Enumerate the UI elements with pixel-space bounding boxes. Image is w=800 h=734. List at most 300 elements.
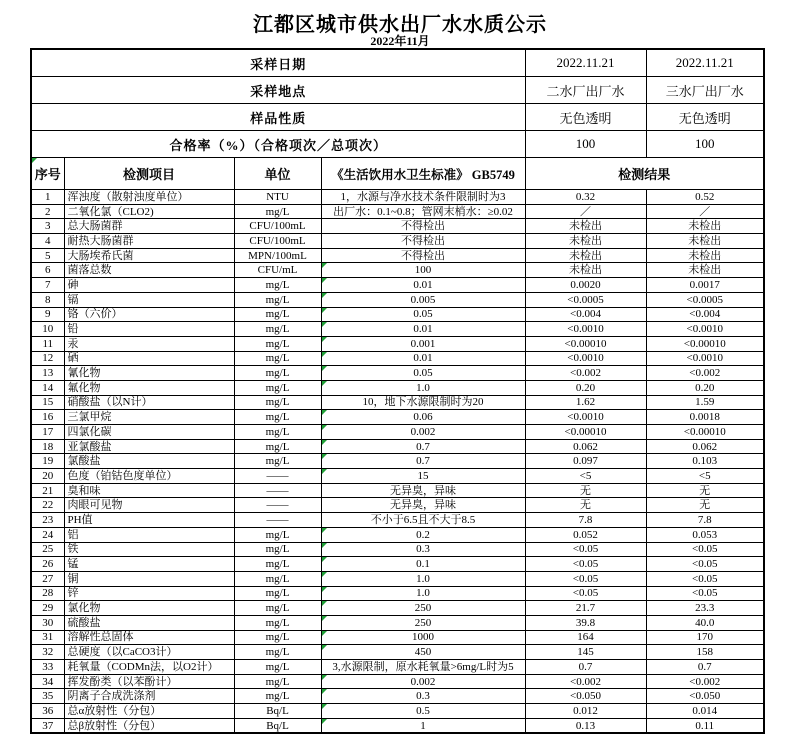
row-result-plant3-text: <0.002 [689,675,721,688]
row-no [31,586,64,601]
row-unit [234,469,321,484]
row-result-plant2-text: 无 [580,484,592,497]
row-item-text: 锌 [67,587,79,600]
row-result-plant2-text: 未检出 [569,234,603,247]
row-standard [321,336,525,351]
row-no-text: 27 [42,572,54,585]
row-unit-text: mg/L [265,396,290,409]
row-result-plant3 [646,645,764,660]
row-item [64,527,234,542]
sampling-location-label: 采样地点 [31,77,525,104]
row-standard [321,601,525,616]
row-result-plant2-text: <0.00010 [564,425,607,438]
row-standard-text: 1.0 [416,572,430,585]
row-no-text: 2 [45,205,51,218]
row-result-plant2 [525,292,646,307]
excel-error-triangle [322,543,327,548]
row-unit [234,660,321,675]
row-result-plant3 [646,219,764,234]
row-result-plant3-text: <0.05 [692,558,718,571]
row-result-plant2 [525,380,646,395]
sample-nature-plant2: 无色透明 [525,104,646,131]
row-standard [321,689,525,704]
row-no-text: 8 [45,293,51,306]
row-result-plant2-text: <0.0010 [567,411,604,424]
sample-nature-label: 样品性质 [31,104,525,131]
row-unit-text: mg/L [265,352,290,365]
row-result-plant2-text: <0.002 [570,367,601,380]
row-result-plant2 [525,483,646,498]
row-result-plant2-text: 0.0020 [570,278,601,291]
row-standard [321,292,525,307]
row-result-plant2 [525,204,646,219]
row-standard [321,718,525,733]
table-row [31,645,764,660]
col-header-standard: 《生活饮用水卫生标准》 GB5749 [321,158,525,190]
row-no [31,571,64,586]
row-unit [234,410,321,425]
row-result-plant3-text: <0.0010 [686,352,723,365]
row-no-text: 32 [42,646,54,659]
row-unit [234,190,321,205]
row-result-plant2 [525,557,646,572]
row-item-text: 总β放射性（分包） [67,719,162,732]
row-unit-text: mg/L [265,308,290,321]
row-result-plant2-text: 21.7 [575,602,596,615]
pass-rate-plant3: 100 [646,131,764,158]
excel-error-triangle [322,410,327,415]
row-result-plant3 [646,571,764,586]
row-item [64,674,234,689]
row-result-plant3-text: <0.05 [692,572,718,585]
row-item-text: 镉 [67,293,79,306]
row-result-plant3-text: 0.20 [695,381,715,394]
excel-error-triangle [322,469,327,474]
row-item [64,219,234,234]
row-standard-text: 0.3 [416,690,430,703]
row-result-plant2-text: 145 [577,646,594,659]
row-unit-text: mg/L [265,616,290,629]
row-item [64,469,234,484]
table-row [31,263,764,278]
row-no-text: 23 [42,513,54,526]
table-row [31,204,764,219]
row-item [64,542,234,557]
row-result-plant2 [525,307,646,322]
row-no-text: 15 [42,396,54,409]
row-unit [234,601,321,616]
pass-rate-label: 合格率（%）（合格项次／总项次） [31,131,525,158]
row-unit-text: —— [266,484,289,497]
row-result-plant3-text: 未检出 [688,234,722,247]
row-standard [321,410,525,425]
row-unit-text: mg/L [265,675,290,688]
row-result-plant3-text: <0.05 [692,587,718,600]
row-result-plant2 [525,395,646,410]
row-item [64,234,234,249]
row-result-plant2-text: 0.13 [575,719,596,732]
row-standard [321,322,525,337]
row-standard-text: 0.002 [410,675,436,688]
row-item-text: 硒 [67,352,79,365]
row-unit [234,351,321,366]
row-item-text: 阴离子合成洗涤剂 [67,690,156,703]
row-item-text: PH值 [67,513,93,526]
row-no [31,513,64,528]
row-result-plant2 [525,219,646,234]
table-row [31,454,764,469]
row-result-plant2 [525,542,646,557]
row-no-text: 28 [42,587,54,600]
row-standard [321,645,525,660]
row-no [31,395,64,410]
row-result-plant3 [646,439,764,454]
row-result-plant2 [525,601,646,616]
row-standard [321,204,525,219]
row-item [64,660,234,675]
row-item-text: 铬（六价） [67,308,123,321]
row-result-plant2 [525,469,646,484]
row-unit-text: —— [266,499,289,512]
row-standard-text: 1.0 [416,587,430,600]
row-result-plant2-text: 0.32 [575,190,596,203]
row-item-text: 臭和味 [67,484,101,497]
row-result-plant3 [646,307,764,322]
table-row [31,674,764,689]
sampling-date-plant3: 2022.11.21 [646,49,764,77]
row-item [64,278,234,293]
row-standard-text: 0.05 [413,308,433,321]
sampling-date-plant2: 2022.11.21 [525,49,646,77]
table-row [31,380,764,395]
row-unit [234,263,321,278]
row-result-plant2-text: 7.8 [578,513,593,526]
row-no [31,410,64,425]
row-item-text: 挥发酚类（以苯酚计） [67,675,178,688]
row-standard-text: 无异臭，异味 [390,484,456,497]
row-standard [321,425,525,440]
excel-error-triangle [322,631,327,636]
row-result-plant2 [525,190,646,205]
row-result-plant2 [525,410,646,425]
row-unit-text: mg/L [265,411,290,424]
row-standard [321,248,525,263]
row-item [64,615,234,630]
row-item [64,336,234,351]
row-item [64,263,234,278]
row-item-text: 溶解性总固体 [67,631,134,644]
row-result-plant3 [646,292,764,307]
row-item [64,483,234,498]
row-item [64,689,234,704]
row-result-plant2-text: <5 [579,469,592,482]
row-item [64,190,234,205]
excel-error-triangle [322,263,327,268]
row-standard-text: 450 [414,646,432,659]
table-row [31,586,764,601]
row-result-plant2-text: 0.097 [573,455,598,468]
table-row [31,660,764,675]
row-unit-text: —— [266,513,289,526]
row-unit-text: MPN/100mL [248,249,307,262]
excel-error-triangle [322,425,327,430]
table-row [31,351,764,366]
row-result-plant2 [525,645,646,660]
row-no-text: 17 [42,425,54,438]
table-row [31,248,764,263]
row-item [64,630,234,645]
row-result-plant2 [525,571,646,586]
row-unit [234,322,321,337]
col-header-result: 检测结果 [525,158,764,190]
row-result-plant3-text: 无 [699,484,711,497]
row-no [31,454,64,469]
row-unit-text: CFU/100mL [249,234,306,247]
row-result-plant2 [525,718,646,733]
row-result-plant3 [646,380,764,395]
excel-error-triangle [322,454,327,459]
row-result-plant3-text: <0.050 [689,690,721,703]
row-standard [321,660,525,675]
row-no-text: 35 [42,690,54,703]
row-no [31,351,64,366]
row-item [64,454,234,469]
table-row [31,336,764,351]
row-unit [234,704,321,719]
row-standard-text: 0.06 [413,411,433,424]
row-item [64,395,234,410]
data-rows [31,190,764,734]
row-item-text: 大肠埃希氏菌 [67,249,134,262]
row-result-plant3-text: 1.59 [695,396,715,409]
row-unit-text: —— [266,469,289,482]
row-result-plant2-text: <0.050 [570,690,601,703]
row-no-text: 14 [42,381,54,394]
row-result-plant3 [646,234,764,249]
row-item [64,410,234,425]
row-result-plant3-text: <0.0010 [686,323,723,336]
meta-section [31,49,764,190]
row-item [64,351,234,366]
row-result-plant3 [646,248,764,263]
row-item [64,204,234,219]
row-result-plant3 [646,513,764,528]
row-unit-text: mg/L [265,660,290,673]
row-no [31,336,64,351]
row-standard [321,380,525,395]
row-result-plant2 [525,704,646,719]
row-unit-text: mg/L [265,558,290,571]
row-no [31,322,64,337]
excel-error-triangle [322,337,327,342]
row-standard-text: 0.001 [410,337,436,350]
row-no-text: 7 [45,278,51,291]
excel-error-triangle [322,704,327,709]
row-standard [321,527,525,542]
row-item-text: 氯化物 [67,602,101,615]
row-result-plant3-text: 0.52 [695,190,715,203]
row-no [31,704,64,719]
row-result-plant2-text: 39.8 [575,616,596,629]
sampling-location-plant3: 三水厂出厂水 [646,77,764,104]
row-unit [234,292,321,307]
row-standard [321,571,525,586]
row-result-plant3-text: 0.0017 [689,278,720,291]
excel-error-triangle [322,675,327,680]
row-item [64,586,234,601]
row-standard-text: 0.002 [410,425,436,438]
row-item-text: 亚氯酸盐 [67,440,112,453]
table-row [31,630,764,645]
row-no-text: 10 [42,323,54,336]
row-standard-text: 0.01 [413,352,433,365]
row-result-plant2-text: 未检出 [569,249,603,262]
row-item-text: 总硬度（以CaCO3计） [67,646,178,659]
row-unit [234,380,321,395]
row-result-plant3 [646,336,764,351]
row-no [31,234,64,249]
row-item [64,513,234,528]
row-result-plant2 [525,689,646,704]
excel-error-triangle [322,293,327,298]
row-result-plant3-text: 40.0 [695,616,715,629]
row-result-plant2 [525,615,646,630]
row-result-plant2-text: 无 [580,499,592,512]
row-item-text: 二氧化氯（CLO2) [67,205,154,218]
row-result-plant2 [525,513,646,528]
row-standard-text: 0.01 [413,323,433,336]
row-no-text: 36 [42,704,54,717]
row-standard [321,234,525,249]
row-no-text: 33 [42,660,54,673]
row-result-plant2-text: 0.20 [575,381,596,394]
meta-row-sampling-location [31,77,764,104]
row-result-plant3 [646,425,764,440]
row-result-plant2 [525,366,646,381]
row-unit [234,204,321,219]
row-result-plant3-text: 0.062 [692,440,718,453]
row-item-text: 氟化物 [67,381,101,394]
row-result-plant2-text: 0.012 [573,704,598,717]
excel-error-triangle [322,322,327,327]
row-unit [234,630,321,645]
row-no-text: 37 [42,719,54,732]
row-result-plant3 [646,395,764,410]
row-unit [234,718,321,733]
row-standard [321,483,525,498]
row-unit [234,689,321,704]
row-result-plant3 [646,190,764,205]
row-result-plant3 [646,601,764,616]
row-result-plant3 [646,557,764,572]
row-result-plant3 [646,498,764,513]
pass-rate-plant2: 100 [525,131,646,158]
row-result-plant3 [646,483,764,498]
row-result-plant2-text: <0.00010 [564,337,607,350]
row-item-text: 汞 [67,337,79,350]
row-item-text: 铝 [67,528,79,541]
row-unit [234,513,321,528]
row-standard [321,542,525,557]
row-result-plant3-text: <0.002 [689,367,721,380]
row-no-text: 16 [42,411,54,424]
row-result-plant2 [525,498,646,513]
row-no-text: 24 [42,528,54,541]
row-standard [321,219,525,234]
row-unit-text: mg/L [265,293,290,306]
excel-error-triangle [322,572,327,577]
row-result-plant2 [525,248,646,263]
row-standard [321,454,525,469]
row-standard-text: 15 [417,469,429,482]
row-standard-text: 0.01 [413,278,433,291]
row-unit [234,615,321,630]
row-result-plant3-text: <0.00010 [683,337,726,350]
row-standard-text: 0.1 [416,558,430,571]
row-item [64,425,234,440]
row-result-plant2-text: 0.052 [573,528,598,541]
row-result-plant3 [646,351,764,366]
page-subtitle: 2022年11月 [370,34,430,48]
row-no-text: 1 [45,190,51,203]
row-item-text: 氯酸盐 [67,455,101,468]
row-item-text: 耗氧量（CODMn法，以O2计） [67,660,219,673]
row-item-text: 三氯甲烷 [67,411,112,424]
row-standard-text: 0.7 [416,455,430,468]
row-result-plant2 [525,322,646,337]
row-unit [234,527,321,542]
row-no-text: 3 [45,220,51,233]
row-result-plant3-text: <0.004 [689,308,721,321]
sampling-location-plant2: 二水厂出厂水 [525,77,646,104]
row-result-plant3-text: 未检出 [688,249,722,262]
row-result-plant2-text: 1.62 [575,396,596,409]
table-row [31,322,764,337]
row-item [64,571,234,586]
row-no [31,601,64,616]
row-no-text: 31 [42,631,54,644]
row-result-plant3 [646,615,764,630]
table-row [31,571,764,586]
row-no-text: 34 [42,675,54,688]
row-unit [234,571,321,586]
row-no-text: 12 [42,352,54,365]
row-unit-text: Bq/L [266,719,289,732]
row-unit [234,219,321,234]
row-result-plant3 [646,322,764,337]
row-unit-text: NTU [266,190,289,203]
row-result-plant3-text: 0.053 [692,528,718,541]
row-standard-text: 0.3 [416,543,430,556]
col-header-no: 序号 [31,158,64,190]
excel-error-triangle [322,689,327,694]
row-standard-text: 250 [414,616,432,629]
row-unit-text: mg/L [265,631,290,644]
excel-error-triangle [322,366,327,371]
row-no [31,307,64,322]
row-result-plant2-text: <0.05 [572,572,599,585]
row-no-text: 22 [42,499,54,512]
row-standard-text: 1，水源与净水技术条件限制时为3 [340,190,506,203]
row-item-text: 总α放射性（分包） [67,704,162,717]
row-unit-text: mg/L [265,425,290,438]
row-result-plant3-text: 0.7 [697,660,712,673]
row-result-plant2-text: <0.05 [572,543,599,556]
row-unit-text: mg/L [265,337,290,350]
row-result-plant2-text: <0.002 [570,675,601,688]
row-standard-text: 1 [420,719,426,732]
row-result-plant2-text: 0.062 [573,440,598,453]
